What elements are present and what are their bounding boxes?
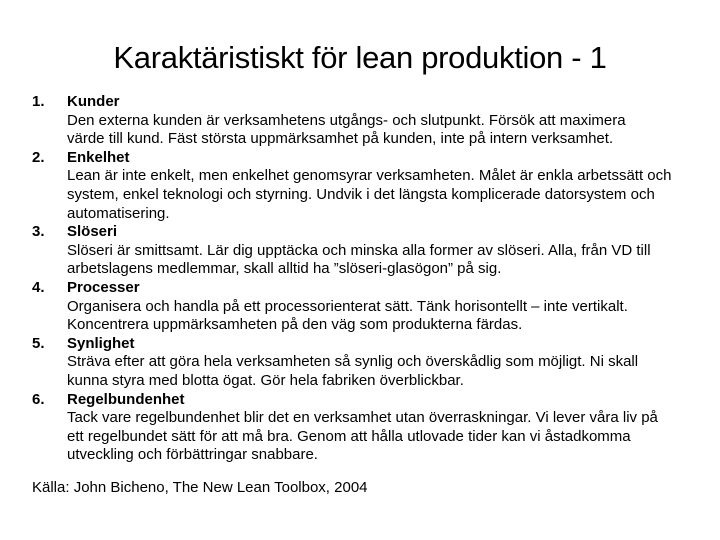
list-item [32,279,712,335]
item-heading: Regelbundenhet [67,390,185,408]
characteristics-list [32,93,712,465]
list-item [32,223,712,279]
item-heading: Slöseri [67,223,118,241]
slide-title: Karaktäristiskt för lean produktion - 1 [113,40,607,75]
item-number: 2. [32,148,45,166]
list-item [32,93,692,149]
item-number: 4. [32,278,45,296]
list-item [32,391,712,465]
item-number: 5. [32,334,45,352]
item-text: Sträva efter att göra hela verksamheten så synlig och överskådlig som möjligt. Ni skall kunna styra med blotta ögat. Gör hela fabriken överblickbar. [67,353,639,389]
item-heading: Processer [67,278,140,296]
item-text: Tack vare regelbundenhet blir det en verksamhet utan överraskningar. Vi lever våra liv på ett regelbundet sätt för att må bra. Genom att hålla utlovade tider kan vi åstadkomma utveckling och förbättringar snabbare. [67,409,658,464]
item-text: Organisera och handla på ett processorienterat sätt. Tänk horisontellt – inte vertikalt. Koncentrera uppmärksamheten på den väg som produkterna färdas. [67,297,628,334]
item-heading: Synlighet [67,334,135,352]
item-heading: Kunder [67,93,120,110]
item-text: Lean är inte enkelt, men enkelhet genomsyrar verksamheten. Målet är enkla arbetssätt och system, enkel teknologi och styrning. Undvik i det längsta komplicerade datorsystem och automatisering. [67,167,672,222]
source-citation: Källa: John Bicheno, The New Lean Toolbox, 2004 [32,479,368,496]
item-text: Den externa kunden är verksamhetens utgångs- och slutpunkt. Försök att maximera värde till kund. Fäst största uppmärksamhet på kunden, inte på intern verksamhet. [67,111,626,148]
item-text: Slöseri är smittsamt. Lär dig upptäcka och minska alla former av slöseri. Alla, från VD till arbetslagens medlemmar, skall alltid ha ”slöseri-glasögon” på sig. [67,241,651,278]
item-number: 1. [32,93,45,110]
item-heading: Enkelhet [67,148,130,166]
item-number: 6. [32,390,45,408]
item-number: 3. [32,223,45,241]
list-item [32,335,712,391]
list-item [32,149,712,223]
